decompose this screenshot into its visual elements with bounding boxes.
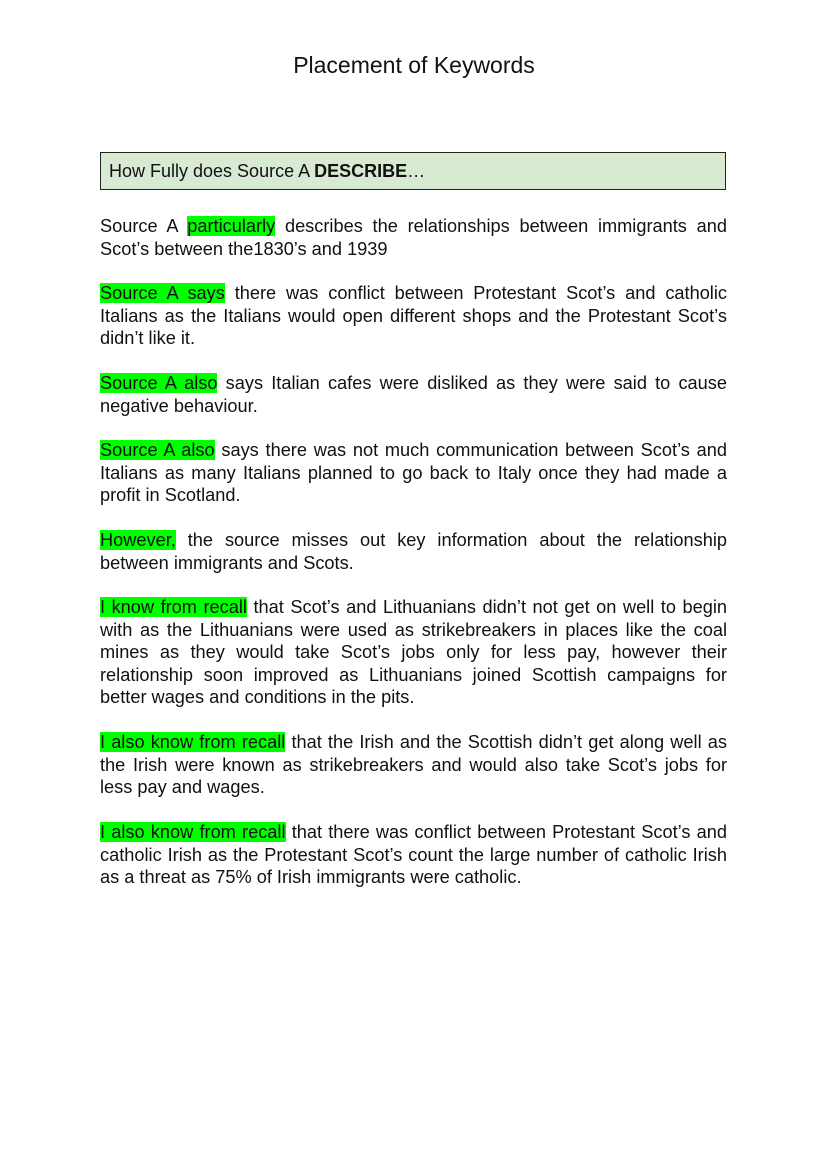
paragraph	[100, 596, 727, 709]
highlighted-keyword: Source A also	[100, 440, 215, 461]
paragraph-text: that the Irish and the Scottish didn’t get along well as the Irish were known as strikebreakers and would also take Scot’s jobs for less pay and wages.	[100, 732, 727, 798]
paragraph-text: says Italian cafes were disliked as they were said to cause negative behaviour.	[100, 373, 727, 416]
question-suffix: …	[407, 161, 426, 181]
paragraph	[100, 821, 727, 889]
page-title: Placement of Keywords	[293, 52, 535, 78]
paragraph	[100, 731, 727, 799]
paragraph	[100, 282, 727, 350]
question-box	[100, 152, 726, 190]
highlighted-keyword: Source A also	[100, 373, 218, 394]
highlighted-keyword: particularly	[187, 216, 276, 236]
answer-body	[100, 215, 727, 911]
paragraph-text: describes the relationships between immigrants and Scot’s between the1830’s and 1939	[100, 216, 727, 259]
paragraph	[100, 372, 727, 417]
highlighted-keyword: I also know from recall	[100, 822, 286, 843]
paragraph-text: the source misses out key information about the relationship between immigrants and Scots.	[100, 530, 727, 573]
paragraph	[100, 439, 727, 507]
paragraph-text: there was conflict between Protestant Scot’s and catholic Italians as the Italians would open different shops and the Protestant Scot’s didn’t like it.	[100, 283, 727, 349]
highlighted-keyword: I know from recall	[100, 597, 247, 618]
question-prefix: How Fully does Source A	[109, 161, 315, 181]
paragraph-text: says there was not much communication between Scot’s and Italians as many Italians planned to go back to Italy once they had made a profit in Scotland.	[100, 440, 727, 506]
question-command-word: DESCRIBE	[314, 161, 408, 181]
paragraph-text: Source A	[100, 216, 188, 236]
highlighted-keyword: I also know from recall	[100, 732, 286, 753]
paragraph	[100, 215, 727, 260]
highlighted-keyword: However,	[100, 530, 176, 551]
paragraph	[100, 529, 727, 574]
paragraph-text: that Scot’s and Lithuanians didn’t not get on well to begin with as the Lithuanians were used as strikebreakers in places like the coal mines as they would take Scot’s jobs only for less pay, however their relationship soon improved as Lithuanians joined Scottish campaigns for better wages and conditions in the pits.	[100, 597, 727, 708]
highlighted-keyword: Source A says	[100, 283, 225, 304]
paragraph-text: that there was conflict between Protestant Scot’s and catholic Irish as the Protestant Scot’s count the large number of catholic Irish as a threat as 75% of Irish immigrants were catholic.	[100, 822, 727, 888]
